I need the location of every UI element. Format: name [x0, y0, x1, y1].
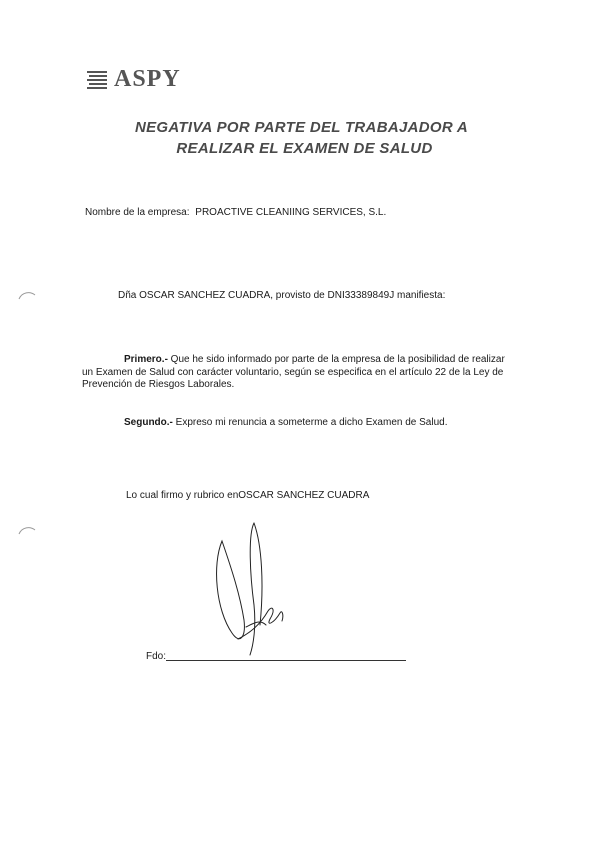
- company-logo: [86, 66, 181, 93]
- signature-label: Fdo:: [146, 651, 167, 662]
- company-value: PROACTIVE CLEANIING SERVICES, S.L.: [195, 207, 387, 218]
- segundo-paragraph: [124, 417, 447, 428]
- signature-line: [166, 660, 406, 661]
- segundo-text: Expreso mi renuncia a someterme a dicho Examen de Salud.: [172, 417, 448, 428]
- punch-hole-mark: [18, 290, 36, 300]
- company-label: Nombre de la empresa:: [85, 207, 190, 218]
- declarant-statement: Dña OSCAR SANCHEZ CUADRA, provisto de DNI33389849J manifiesta:: [118, 290, 446, 301]
- primero-paragraph: [82, 354, 512, 392]
- title-line-2: REALIZAR EL EXAMEN DE SALUD: [176, 140, 433, 157]
- handwritten-signature: [210, 515, 300, 665]
- aspy-logo-icon: [86, 68, 108, 92]
- segundo-label: Segundo.-: [124, 417, 173, 428]
- logo-text: ASPY: [114, 66, 181, 92]
- company-row: [85, 207, 386, 218]
- primero-text: Que he sido informado por parte de la empresa de la posibilidad de realizar un Examen de Salud con carácter voluntario, según se especifica en el artículo 22 de la Ley de Prevención de Riesgos Laborales.: [82, 354, 505, 390]
- closing-statement: Lo cual firmo y rubrico enOSCAR SANCHEZ CUADRA: [126, 490, 370, 501]
- title-line-1: NEGATIVA POR PARTE DEL TRABAJADOR A: [134, 119, 469, 136]
- document-title: [0, 117, 595, 159]
- primero-label: Primero.-: [124, 354, 168, 365]
- punch-hole-mark: [18, 525, 36, 535]
